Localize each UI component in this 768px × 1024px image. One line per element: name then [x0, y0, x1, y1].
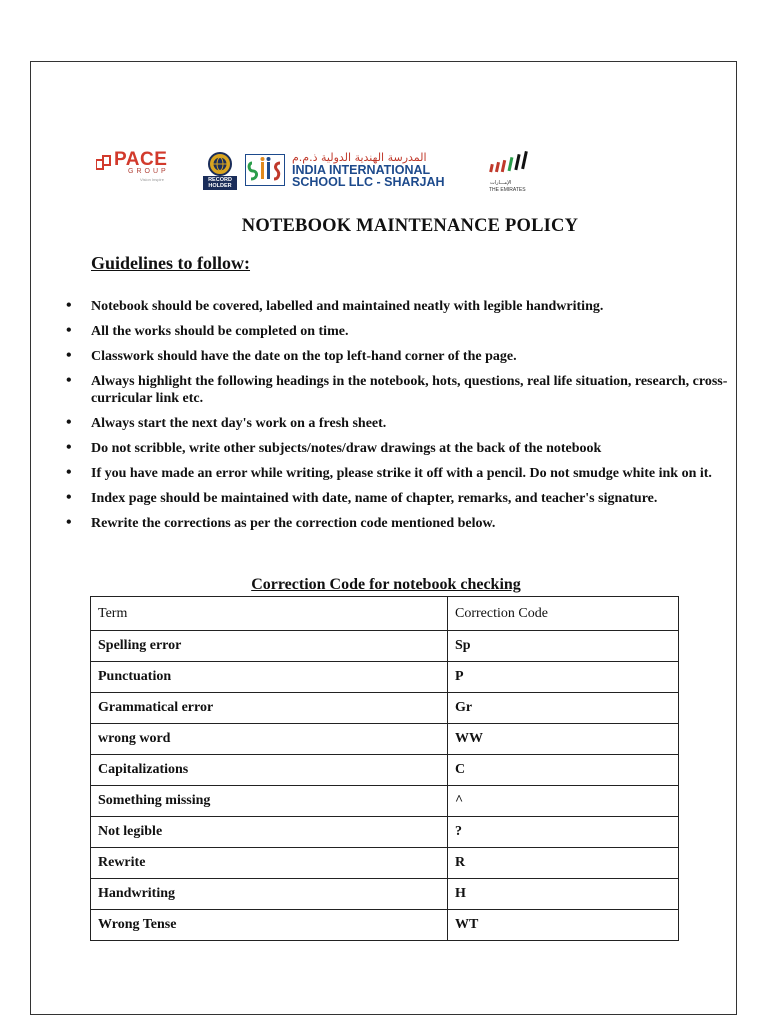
code-cell: WT	[448, 910, 679, 941]
table-row	[91, 910, 679, 941]
bullet-icon: •	[66, 489, 72, 506]
code-cell: H	[448, 879, 679, 910]
guideline-item	[0, 515, 740, 532]
code-cell: R	[448, 848, 679, 879]
bullet-icon: •	[66, 514, 72, 531]
pace-tagline: Vision Inspire	[140, 177, 164, 182]
guideline-item	[0, 440, 740, 457]
pace-group-logo	[96, 149, 186, 186]
table-row	[91, 662, 679, 693]
table-row	[91, 724, 679, 755]
guideline-item	[0, 490, 740, 507]
bullet-icon: •	[66, 297, 72, 314]
code-cell: ^	[448, 786, 679, 817]
the-emirates-logo	[486, 148, 536, 196]
table-row	[91, 631, 679, 662]
header-code: Correction Code	[448, 597, 679, 631]
table-row	[91, 879, 679, 910]
table-row	[91, 848, 679, 879]
pace-subword: GROUP	[128, 168, 169, 175]
emirates-arabic: الإمـــارات	[490, 180, 512, 186]
code-cell: WW	[448, 724, 679, 755]
guideline-item	[0, 298, 740, 315]
bullet-icon: •	[66, 439, 72, 456]
bullet-icon: •	[66, 372, 72, 389]
pace-mark-icon	[96, 155, 112, 171]
guideline-text: Always start the next day's work on a fresh sheet.	[91, 416, 387, 431]
guideline-item	[0, 348, 740, 365]
term-cell: Something missing	[91, 786, 448, 817]
guideline-item	[0, 465, 740, 482]
code-cell: Sp	[448, 631, 679, 662]
term-cell: wrong word	[91, 724, 448, 755]
table-header-row	[91, 597, 679, 631]
pace-wordmark: PACE	[114, 149, 168, 170]
term-cell: Capitalizations	[91, 755, 448, 786]
term-cell: Handwriting	[91, 879, 448, 910]
guidelines-list	[0, 298, 740, 532]
term-cell: Spelling error	[91, 631, 448, 662]
guideline-item	[0, 373, 740, 407]
term-cell: Rewrite	[91, 848, 448, 879]
guideline-text: Always highlight the following headings in the notebook, hots, questions, real life situation, research, cross-curricular link etc.	[91, 374, 728, 406]
record-holder-logo	[203, 152, 237, 190]
bullet-icon: •	[66, 322, 72, 339]
iis-emblem	[245, 154, 285, 186]
correction-code-table	[90, 596, 679, 941]
term-cell: Punctuation	[91, 662, 448, 693]
guideline-text: Notebook should be covered, labelled and maintained neatly with legible handwriting.	[91, 299, 604, 314]
table-row	[91, 693, 679, 724]
globe-icon	[203, 152, 237, 178]
emirates-bars-icon	[486, 148, 536, 180]
table-row	[91, 786, 679, 817]
record-holder-text: RECORD HOLDER	[203, 176, 237, 190]
guideline-item	[0, 323, 740, 340]
iis-emblem-icon	[246, 155, 284, 185]
document-title: NOTEBOOK MAINTENANCE POLICY	[241, 216, 579, 236]
emirates-english: THE EMIRATES	[489, 187, 526, 193]
table-caption: Correction Code for notebook checking	[251, 576, 521, 593]
guideline-text: Index page should be maintained with date, name of chapter, remarks, and teacher's signature.	[91, 491, 658, 506]
header-term: Term	[91, 597, 448, 631]
bullet-icon: •	[66, 414, 72, 431]
term-cell: Grammatical error	[91, 693, 448, 724]
term-cell: Wrong Tense	[91, 910, 448, 941]
term-cell: Not legible	[91, 817, 448, 848]
guideline-text: Classwork should have the date on the top left-hand corner of the page.	[91, 349, 517, 364]
guideline-item	[0, 415, 740, 432]
bullet-icon: •	[66, 347, 72, 364]
bullet-icon: •	[66, 464, 72, 481]
table-row	[91, 755, 679, 786]
code-cell: P	[448, 662, 679, 693]
iis-english-line2: SCHOOL LLC - SHARJAH	[292, 175, 445, 189]
code-cell: C	[448, 755, 679, 786]
logo-row	[96, 148, 546, 196]
code-cell: Gr	[448, 693, 679, 724]
guideline-text: Rewrite the corrections as per the correction code mentioned below.	[91, 516, 496, 531]
iis-english-line1: INDIA INTERNATIONAL	[292, 163, 431, 177]
guideline-text: Do not scribble, write other subjects/notes/draw drawings at the back of the notebook	[91, 441, 602, 456]
guidelines-heading: Guidelines to follow:	[91, 253, 251, 273]
code-cell: ?	[448, 817, 679, 848]
iis-arabic-name: المدرسة الهندية الدولية ذ.م.م	[292, 151, 427, 164]
guideline-text: All the works should be completed on time.	[91, 324, 349, 339]
guideline-text: If you have made an error while writing, please strike it off with a pencil. Do not smudge white ink on it.	[91, 466, 712, 481]
table-row	[91, 817, 679, 848]
